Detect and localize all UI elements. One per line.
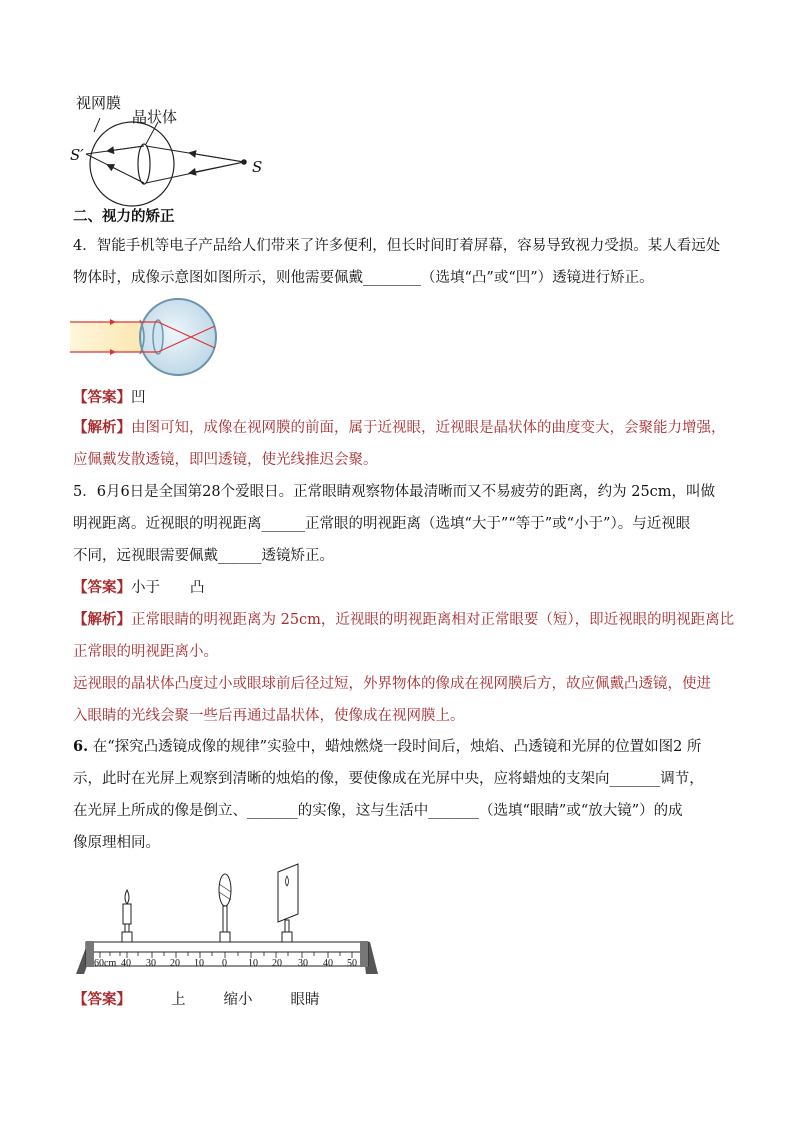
ruler-tick-label: 20 xyxy=(272,958,282,969)
ruler-tick-label: 40 xyxy=(323,958,333,969)
question-6-line: 在光屏上所成的像是倒立、_______的实像，这与生活中_______（选填“眼睛”或“放大镜”）的成 xyxy=(73,803,683,819)
answer-tag: 【答案】 xyxy=(73,579,131,596)
answer-value-2: 缩小 xyxy=(223,992,253,1008)
ruler-tick-label: 40 xyxy=(121,958,131,969)
ruler-tick-label: 30 xyxy=(298,958,308,969)
question-number: 6. xyxy=(73,738,89,755)
ruler-tick-label: 30 xyxy=(146,958,156,969)
ruler-tick-label: 10 xyxy=(248,958,258,969)
answer-tag: 【答案】 xyxy=(73,991,131,1008)
q6-answer xyxy=(73,990,320,1010)
image-point-label: S′ xyxy=(70,146,84,164)
analysis-tag: 【解析】 xyxy=(73,419,131,436)
analysis-line: 正常眼的明视距离小。 xyxy=(73,644,218,660)
analysis-line: 入眼睛的光线会聚一些后再通过晶状体，使像成在视网膜上。 xyxy=(73,708,465,724)
analysis-text: 由图可知，成像在视网膜的前面，属于近视眼，近视眼是晶状体的曲度变大，会聚能力增强， xyxy=(131,420,726,436)
analysis-line: 应佩戴发散透镜，即凹透镜，使光线推迟会聚。 xyxy=(73,452,378,468)
question-4-line: 4．智能手机等电子产品给人们带来了许多便利，但长时间盯着屏幕，容易导致视力受损。某人看远处 xyxy=(73,238,721,254)
optical-bench-diagram xyxy=(72,862,382,982)
question-6-line: 像原理相同。 xyxy=(73,835,160,851)
question-6-line xyxy=(73,737,704,769)
answer-value: 凹 xyxy=(131,390,146,406)
eye-diagram xyxy=(60,88,280,208)
question-6 xyxy=(73,737,704,853)
q4-answer xyxy=(73,388,146,408)
question-6-text: 在“探究凸透镜成像的规律”实验中，蜡烛燃烧一段时间后，烛焰、凸透镜和光屏的位置如图2 所 xyxy=(88,739,702,755)
analysis-tag: 【解析】 xyxy=(73,611,131,628)
analysis-line xyxy=(73,418,726,450)
optical-bench-svg xyxy=(72,862,382,982)
analysis-line: 远视眼的晶状体凸度过小或眼球前后径过短，外界物体的像成在视网膜后方，故应佩戴凸透镜，使进 xyxy=(73,676,711,692)
lens-label: 晶状体 xyxy=(132,108,178,126)
section-title: 二、视力的矫正 xyxy=(73,208,175,225)
question-6-line: 示，此时在光屏上观察到清晰的烛焰的像，要使像成在光屏中央，应将蜡烛的支架向_______调节， xyxy=(73,771,704,787)
retina-label: 视网膜 xyxy=(76,94,122,112)
myopia-eye-svg xyxy=(70,298,230,378)
question-5-line: 明视距离。近视眼的明视距离______正常眼的明视距离（选填“大于”“等于”或“小于”）。与近视眼 xyxy=(73,516,691,532)
answer-tag: 【答案】 xyxy=(73,389,131,406)
ruler-unit: 60cm xyxy=(94,958,117,969)
analysis-text: 正常眼睛的明视距离为 25cm，近视眼的明视距离相对正常眼要（短），即近视眼的明视距离比 xyxy=(131,612,735,628)
ruler-tick-label: 50 xyxy=(347,958,357,969)
question-4-line: 物体时，成像示意图如图所示，则他需要佩戴________（选填“凸”或“凹”）透镜进行矫正。 xyxy=(73,270,654,286)
ruler-tick-label: 0 xyxy=(222,958,227,969)
myopia-eye-diagram xyxy=(70,298,230,378)
question-5-line: 5．6月6日是全国第28个爱眼日。正常眼睛观察物体最清晰而又不易疲劳的距离，约为 25cm，叫做 xyxy=(73,484,716,500)
answer-value-2: 凸 xyxy=(190,580,205,596)
answer-value-1: 小于 xyxy=(131,580,160,596)
q5-analysis xyxy=(73,610,734,726)
q4-analysis xyxy=(73,418,726,470)
analysis-line xyxy=(73,610,734,642)
answer-value-1: 上 xyxy=(171,992,186,1008)
q5-answer xyxy=(73,578,205,598)
answer-value-3: 眼睛 xyxy=(290,992,320,1008)
object-point-label: S xyxy=(252,158,263,176)
question-5-line: 不同，远视眼需要佩戴______透镜矫正。 xyxy=(73,548,334,564)
question-5 xyxy=(73,482,715,566)
question-4 xyxy=(73,236,720,288)
ruler-tick-label: 10 xyxy=(194,958,204,969)
ruler-tick-label: 20 xyxy=(170,958,180,969)
